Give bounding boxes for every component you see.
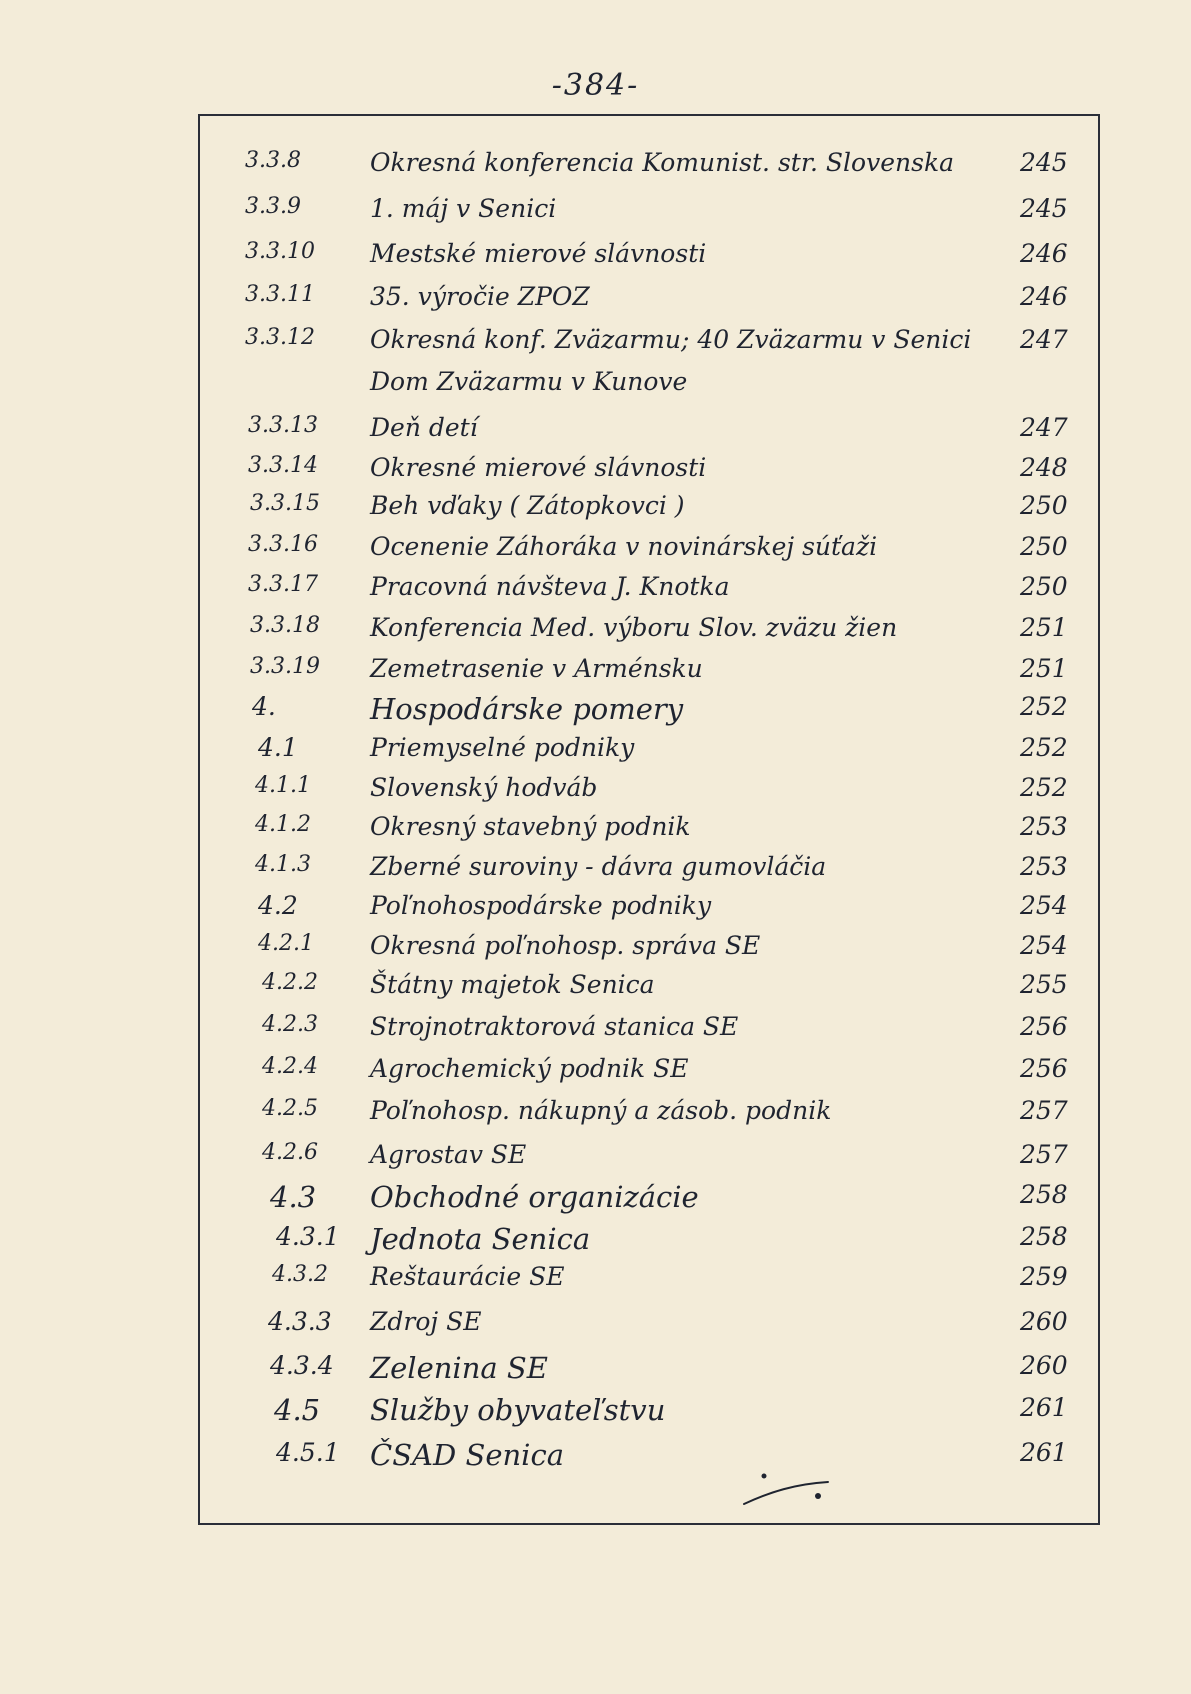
toc-entry (0, 1180, 1191, 1220)
toc-entry (0, 1054, 1191, 1094)
toc-entry (0, 1351, 1191, 1391)
entry-number: 4.2.3 (262, 1012, 318, 1037)
entry-page: 248 (1020, 453, 1068, 482)
entry-number: 4.5.1 (276, 1438, 340, 1467)
entry-page: 259 (1020, 1262, 1068, 1291)
entry-title: Obchodné organizácie (370, 1180, 699, 1214)
toc-entry (0, 891, 1191, 931)
entry-title: Služby obyvateľstvu (370, 1393, 666, 1427)
entry-page: 257 (1020, 1140, 1068, 1169)
entry-number: 3.3.8 (245, 148, 301, 173)
entry-number: 4.2.2 (262, 970, 318, 995)
entry-page: 260 (1020, 1351, 1068, 1380)
entry-title: Okresné mierové slávnosti (370, 453, 707, 482)
entry-number: 4.1.3 (255, 852, 311, 877)
entry-page: 250 (1020, 572, 1068, 601)
entry-title: Zelenina SE (370, 1351, 548, 1385)
end-mark-icon (740, 1470, 840, 1510)
entry-number: 4.3.1 (276, 1222, 340, 1251)
entry-number: 4.2.5 (262, 1096, 318, 1121)
entry-number: 4.2.4 (262, 1054, 318, 1079)
entry-number: 3.3.14 (248, 453, 318, 478)
toc-entry (0, 852, 1191, 892)
entry-page: 246 (1020, 282, 1068, 311)
entry-title: Konferencia Med. výboru Slov. zväzu žien (370, 613, 898, 642)
toc-entry (0, 1222, 1191, 1262)
entry-title: Reštaurácie SE (370, 1262, 565, 1291)
entry-title: Zberné suroviny - dávra gumovláčia (370, 852, 827, 881)
toc-entry (0, 613, 1191, 653)
toc-entry (0, 532, 1191, 572)
entry-title: Ocenenie Záhoráka v novinárskej súťaži (370, 532, 878, 561)
entry-title: Poľnohosp. nákupný a zásob. podnik (370, 1096, 832, 1125)
toc-entry (0, 733, 1191, 773)
entry-title: Hospodárske pomery (370, 692, 684, 726)
entry-page: 253 (1020, 852, 1068, 881)
entry-number: 4.3.4 (270, 1351, 334, 1380)
entry-title: Pracovná návšteva J. Knotka (370, 572, 730, 601)
toc-entry (0, 1140, 1191, 1180)
entry-number: 3.3.10 (245, 239, 315, 264)
toc-entry (0, 931, 1191, 971)
entry-number: 3.3.9 (245, 194, 301, 219)
entry-page: 245 (1020, 194, 1068, 223)
entry-number: 3.3.11 (245, 282, 315, 307)
entry-number: 4. (252, 692, 276, 721)
entry-page: 256 (1020, 1012, 1068, 1041)
entry-number: 4.1.2 (255, 812, 311, 837)
entry-title: 35. výročie ZPOZ (370, 282, 590, 311)
entry-page: 256 (1020, 1054, 1068, 1083)
entry-page: 250 (1020, 532, 1068, 561)
entry-title: Poľnohospodárske podniky (370, 891, 712, 920)
entry-title: Okresný stavebný podnik (370, 812, 691, 841)
toc-entry (0, 1262, 1191, 1302)
entry-page: 253 (1020, 812, 1068, 841)
toc-entry (0, 812, 1191, 852)
entry-page: 246 (1020, 239, 1068, 268)
entry-page: 254 (1020, 891, 1068, 920)
entry-title: ČSAD Senica (370, 1438, 564, 1472)
entry-page: 252 (1020, 733, 1068, 762)
toc-entry (0, 773, 1191, 813)
entry-page: 258 (1020, 1180, 1068, 1209)
entry-page: 255 (1020, 970, 1068, 999)
entry-page: 252 (1020, 773, 1068, 802)
entry-page: 258 (1020, 1222, 1068, 1251)
entry-number: 3.3.18 (250, 613, 320, 638)
entry-number: 4.2.1 (258, 931, 314, 956)
entry-page: 250 (1020, 491, 1068, 520)
toc-entry (0, 325, 1191, 365)
entry-title: Štátny majetok Senica (370, 970, 655, 999)
entry-number: 4.3.3 (268, 1307, 332, 1336)
entry-title: Okresná konf. Zväzarmu; 40 Zväzarmu v Senici (370, 325, 972, 354)
entry-title: Strojnotraktorová stanica SE (370, 1012, 739, 1041)
entry-title: Deň detí (370, 413, 478, 442)
entry-number: 3.3.15 (250, 491, 320, 516)
entry-number: 4.3.2 (272, 1262, 328, 1287)
entry-title: Jednota Senica (370, 1222, 591, 1256)
toc-entry (0, 1438, 1191, 1478)
entry-number: 4.3 (270, 1180, 317, 1214)
entry-number: 4.1 (258, 733, 298, 762)
entry-number: 3.3.17 (248, 572, 318, 597)
entry-page: 251 (1020, 613, 1068, 642)
entry-title: Dom Zväzarmu v Kunove (370, 367, 688, 396)
toc-entry (0, 282, 1191, 322)
entry-number: 4.5 (274, 1393, 321, 1427)
entry-title: 1. máj v Senici (370, 194, 557, 223)
entry-title: Okresná konferencia Komunist. str. Slovenska (370, 148, 954, 177)
entry-title: Agrostav SE (370, 1140, 527, 1169)
toc-entry (0, 572, 1191, 612)
entry-page: 257 (1020, 1096, 1068, 1125)
entry-page: 247 (1020, 413, 1068, 442)
toc-entry (0, 194, 1191, 234)
toc-entry (0, 1307, 1191, 1347)
entry-number: 3.3.16 (248, 532, 318, 557)
entry-number: 4.2 (258, 891, 298, 920)
toc-entry (0, 239, 1191, 279)
toc-entry (0, 970, 1191, 1010)
entry-number: 4.1.1 (255, 773, 311, 798)
entry-page: 245 (1020, 148, 1068, 177)
entry-number: 3.3.19 (250, 654, 320, 679)
entry-number: 3.3.12 (245, 325, 315, 350)
toc-entry (0, 148, 1191, 188)
entry-title: Okresná poľnohosp. správa SE (370, 931, 761, 960)
entry-page: 247 (1020, 325, 1068, 354)
entry-title: Priemyselné podniky (370, 733, 635, 762)
entry-number: 3.3.13 (248, 413, 318, 438)
entry-page: 252 (1020, 692, 1068, 721)
toc-entry (0, 1096, 1191, 1136)
entry-title: Zdroj SE (370, 1307, 482, 1336)
page-number: -384- (551, 68, 640, 103)
entry-title: Slovenský hodváb (370, 773, 598, 802)
toc-entry (0, 1393, 1191, 1433)
toc-entry (0, 367, 1191, 407)
toc-entry (0, 413, 1191, 453)
entry-page: 251 (1020, 654, 1068, 683)
toc-entry (0, 692, 1191, 732)
entry-title: Zemetrasenie v Arménsku (370, 654, 703, 683)
entry-page: 261 (1020, 1438, 1068, 1467)
entry-title: Beh vďaky ( Zátopkovci ) (370, 491, 685, 520)
toc-entry (0, 453, 1191, 493)
entry-title: Mestské mierové slávnosti (370, 239, 707, 268)
entry-number: 4.2.6 (262, 1140, 318, 1165)
toc-entry (0, 1012, 1191, 1052)
entry-page: 261 (1020, 1393, 1068, 1422)
toc-entry (0, 491, 1191, 531)
entry-page: 260 (1020, 1307, 1068, 1336)
entry-title: Agrochemický podnik SE (370, 1054, 689, 1083)
entry-page: 254 (1020, 931, 1068, 960)
toc-entry (0, 654, 1191, 694)
